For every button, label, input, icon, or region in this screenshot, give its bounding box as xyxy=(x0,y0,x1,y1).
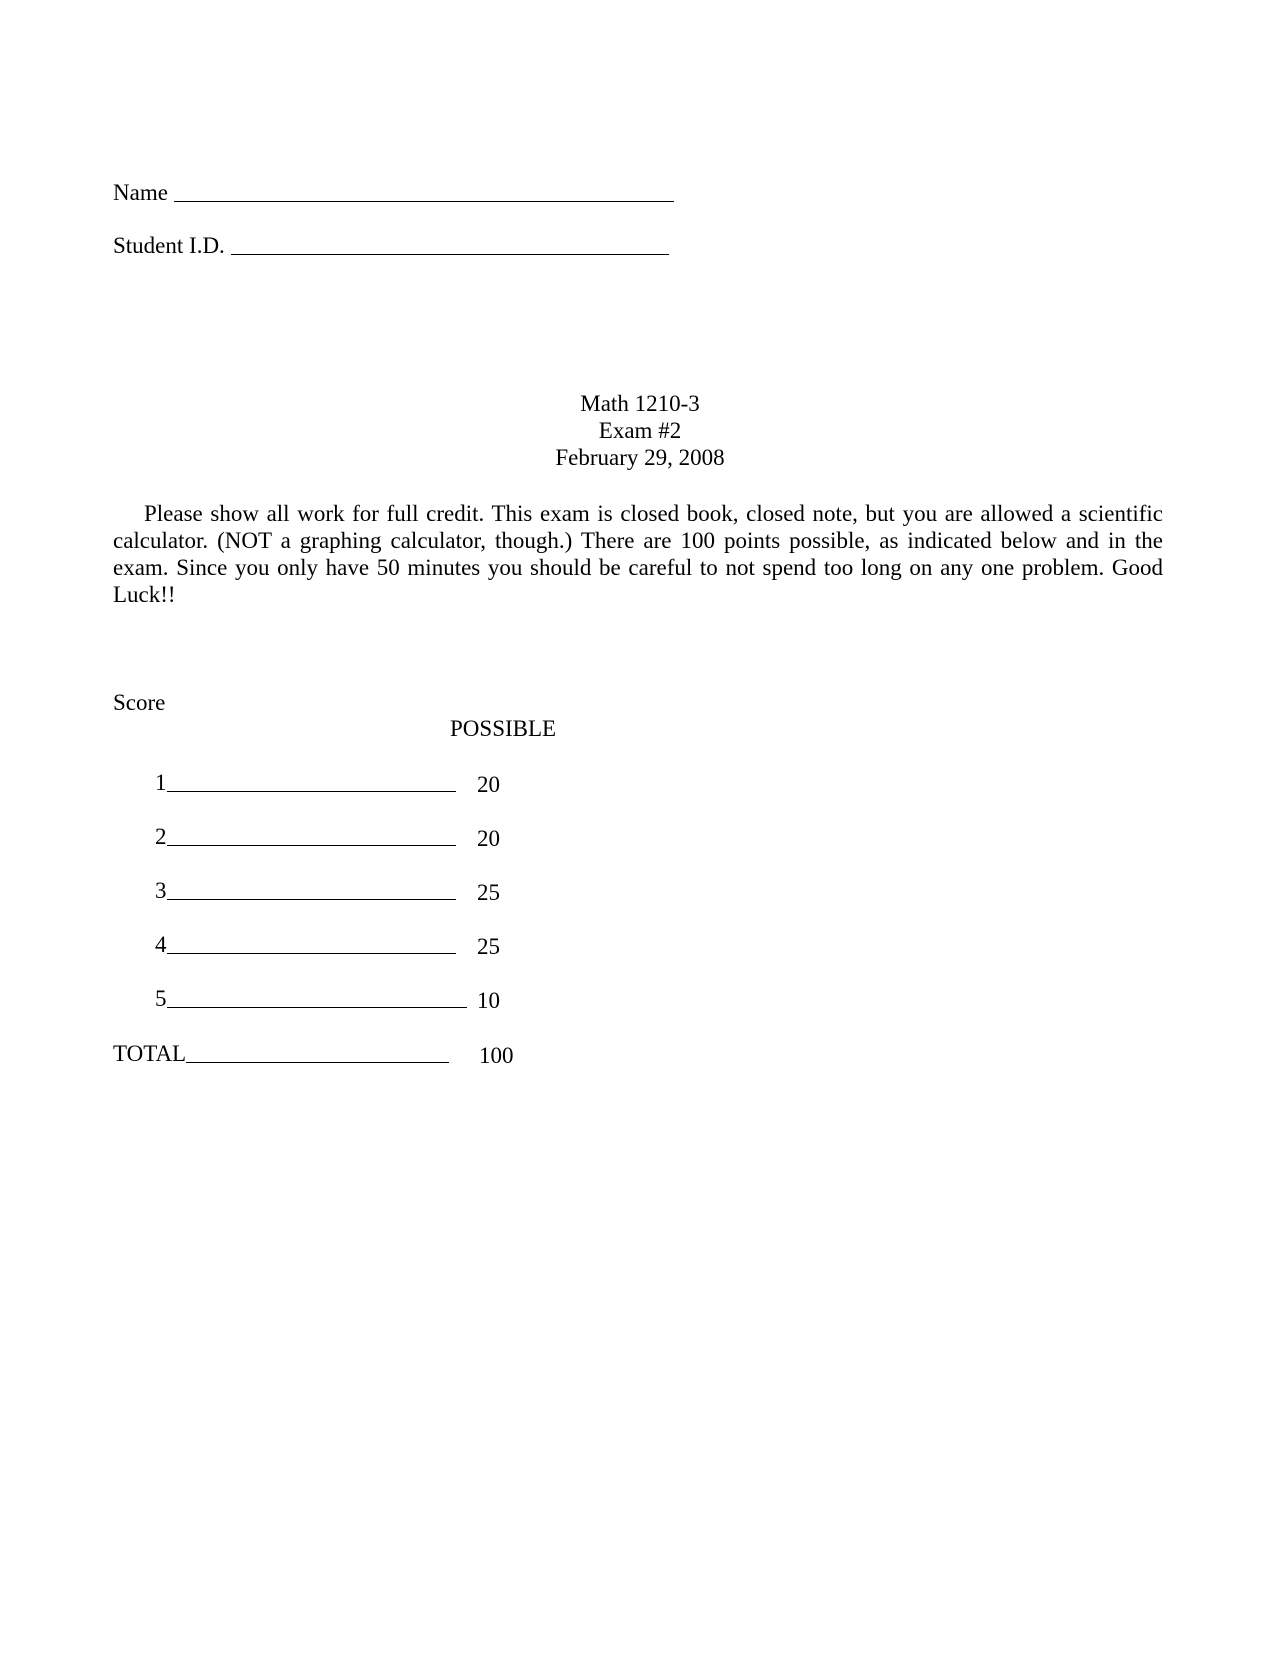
name-field[interactable] xyxy=(113,176,674,206)
name-blank[interactable] xyxy=(174,183,674,202)
score-blank[interactable] xyxy=(167,935,456,954)
possible-points: 20 xyxy=(477,772,500,797)
possible-points: 25 xyxy=(477,880,500,905)
score-row-5[interactable] xyxy=(155,982,467,1012)
total-blank[interactable] xyxy=(186,1044,449,1063)
score-blank[interactable] xyxy=(167,881,456,900)
problem-number: 3 xyxy=(155,878,167,903)
student-id-field[interactable] xyxy=(113,229,669,259)
score-blank[interactable] xyxy=(167,773,456,792)
score-row-2[interactable] xyxy=(155,820,456,850)
problem-number: 4 xyxy=(155,932,167,957)
score-blank[interactable] xyxy=(167,827,456,846)
exam-heading xyxy=(0,390,1280,471)
course-title: Math 1210-3 xyxy=(580,391,700,416)
exam-number: Exam #2 xyxy=(598,418,682,443)
problem-number: 1 xyxy=(155,770,167,795)
problem-number: 5 xyxy=(155,986,167,1011)
possible-points: 25 xyxy=(477,934,500,959)
name-label: Name xyxy=(113,180,168,205)
score-label: Score xyxy=(113,690,166,715)
possible-points: 20 xyxy=(477,826,500,851)
score-row-3[interactable] xyxy=(155,874,456,904)
score-blank[interactable] xyxy=(167,989,467,1008)
possible-header: POSSIBLE xyxy=(450,716,557,741)
problem-number: 2 xyxy=(155,824,167,849)
total-label: TOTAL xyxy=(113,1041,187,1066)
exam-date: February 29, 2008 xyxy=(555,445,725,470)
student-id-blank[interactable] xyxy=(231,236,669,255)
instructions-paragraph: Please show all work for full credit. This exam is closed book, closed note, but you are allowed a scientific calculator. (NOT a graphing calculator, though.) There are 100 points possible, as indicated below and in the exam. Since you only have 50 minutes you should be careful to not spend too long on any one problem. Good Luck!! xyxy=(113,501,1163,607)
score-row-4[interactable] xyxy=(155,928,456,958)
score-row-total[interactable] xyxy=(113,1037,449,1067)
possible-points: 10 xyxy=(477,988,500,1013)
total-possible-points: 100 xyxy=(479,1043,514,1068)
student-id-label: Student I.D. xyxy=(113,233,225,258)
score-row-1[interactable] xyxy=(155,766,456,796)
